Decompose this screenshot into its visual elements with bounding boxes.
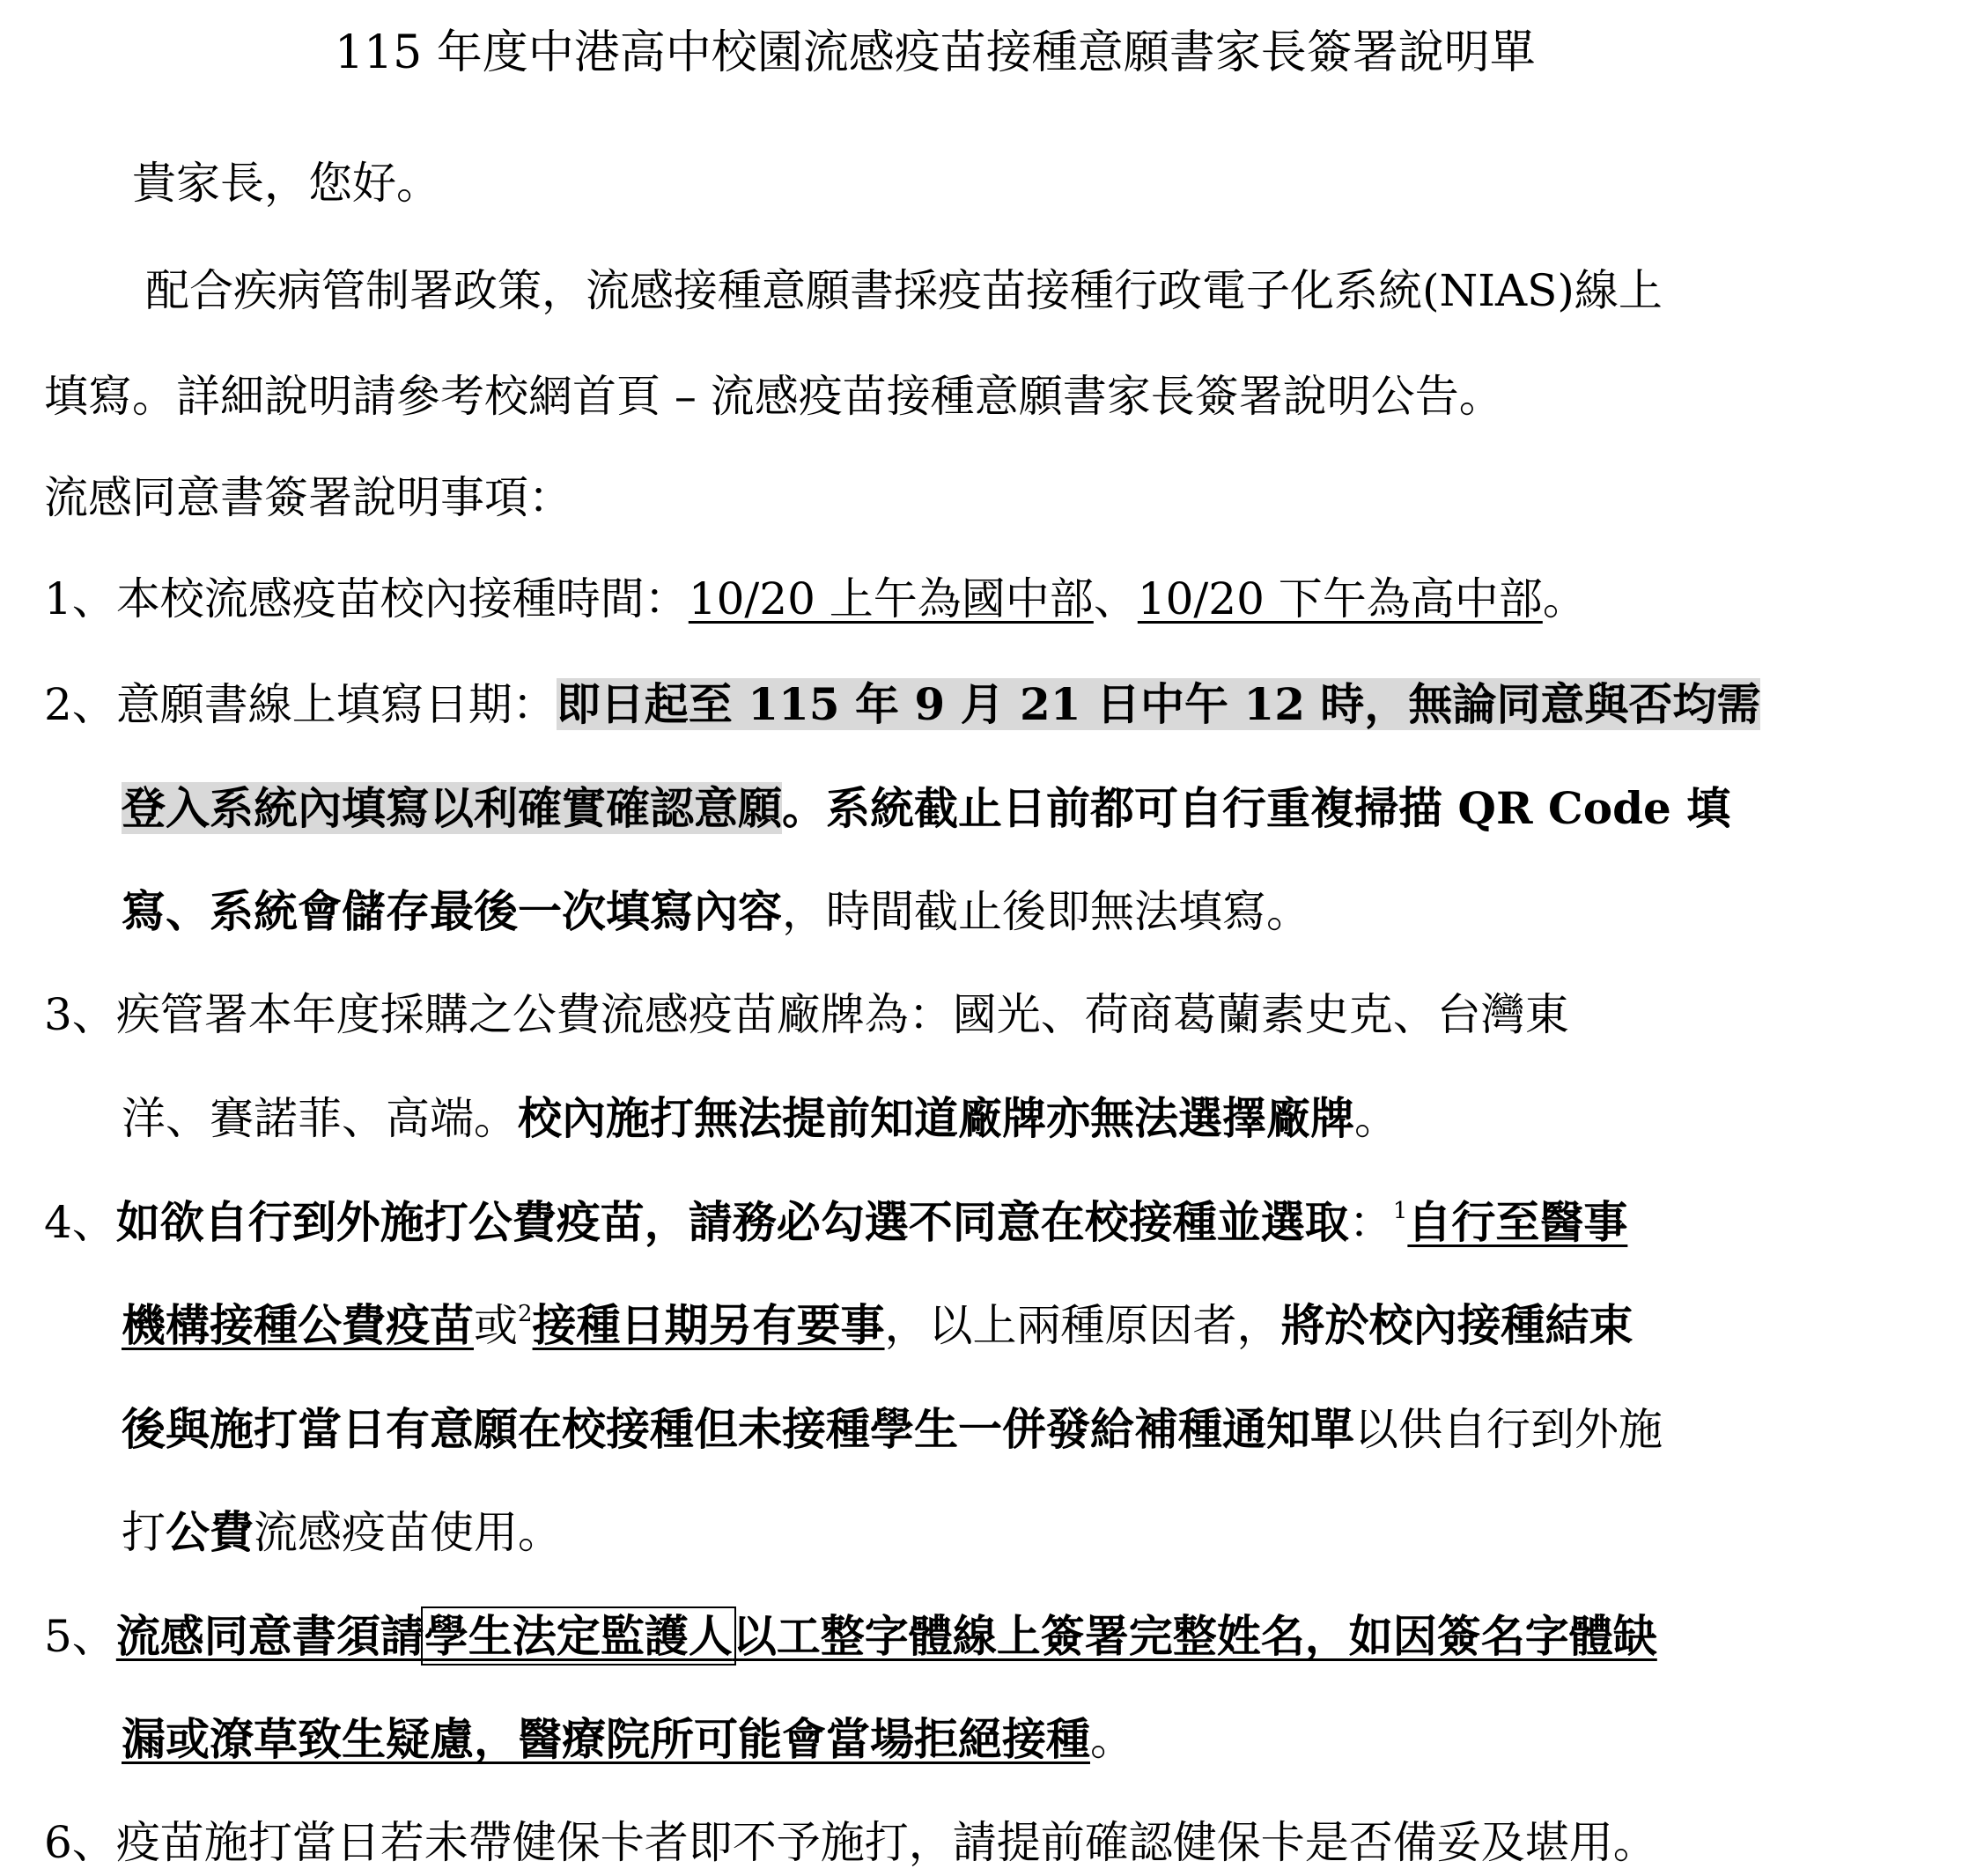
item-number: 5、 — [44, 1611, 116, 1662]
option-medical-institution: 自行至醫事 — [1407, 1196, 1628, 1248]
item-3-line-1 — [44, 988, 1569, 1041]
brand-notice-bold: 校內施打無法提前知道廠牌亦無法選擇廠牌 — [518, 1092, 1354, 1144]
item-text-bold-underlined: 流感同意書須請 — [115, 1610, 424, 1662]
item-4-line-3 — [122, 1403, 1663, 1456]
item-2-line-1 — [44, 678, 1760, 731]
footnote-marker: 2 — [518, 1301, 533, 1327]
legal-guardian-boxed: 學生法定監護人 — [424, 1610, 733, 1662]
item-text-bold: 如欲自行到外施打公費疫苗，請務必勾選不同意在校接種並選取 — [115, 1196, 1349, 1248]
item-text: 疫苗施打當日若未帶健保卡者即不予施打，請提前確認健保卡是否備妥及堪用。 — [115, 1817, 1657, 1868]
item-number: 6、 — [44, 1817, 116, 1868]
item-number: 3、 — [44, 989, 116, 1040]
item-text: 流感疫苗使用。 — [254, 1507, 562, 1558]
option-schedule-conflict: 接種日期另有要事 — [532, 1299, 885, 1351]
item-text: 。 — [1354, 1093, 1398, 1144]
item-5-line-1 — [44, 1610, 1657, 1663]
greeting: 貴家長，您好。 — [132, 158, 440, 209]
deadline-highlight: 即日起至 115 年 9 月 21 日中午 12 時 — [556, 678, 1365, 730]
item-text-bold: ，無論同意與否均需 — [1364, 678, 1761, 730]
item-text-bold-underlined: 漏或潦草致生疑慮，醫療院所可能會當場拒絕接種 — [122, 1713, 1090, 1765]
item-text: 疾管署本年度採購之公費流感疫苗廠牌為：國光、荷商葛蘭素史克、台灣東 — [115, 989, 1569, 1040]
item-text-bold: 將於校內接種結束 — [1280, 1299, 1633, 1351]
item-4-line-2 — [122, 1299, 1633, 1352]
item-6 — [44, 1816, 1657, 1869]
item-text: 以供自行到外施 — [1354, 1404, 1663, 1455]
item-text: 打 — [122, 1507, 166, 1558]
item-3-line-2 — [122, 1092, 1398, 1145]
item-text: 本校流感疫苗校內接種時間： — [115, 573, 689, 624]
item-text-bold: 公費 — [166, 1506, 254, 1558]
intro-line-2: 填寫。詳細說明請參考校網首頁 – 流感疫苗接種意願書家長簽署說明公告。 — [44, 371, 1503, 422]
item-1 — [44, 572, 1587, 625]
item-text: 意願書線上填寫日期： — [115, 679, 557, 730]
item-5-line-2 — [122, 1713, 1134, 1766]
item-number: 1、 — [44, 573, 116, 624]
option-medical-institution-cont: 機構接種公費疫苗 — [122, 1299, 474, 1351]
item-text-bold: 。系統截止日前都可自行重複掃描 QR Code 填 — [782, 782, 1731, 834]
footnote-marker: 1 — [1392, 1198, 1408, 1224]
document-title: 115 年度中港高中校園流感疫苗接種意願書家長簽署說明單 — [335, 26, 1536, 79]
intro-line-1: 配合疾病管制署政策，流感接種意願書採疫苗接種行政電子化系統(NIAS)線上 — [145, 265, 1663, 316]
item-number: 2、 — [44, 679, 116, 730]
item-2-line-2 — [122, 782, 1730, 835]
item-text: ： — [1348, 1197, 1393, 1248]
section-title: 流感同意書簽署說明事項： — [44, 472, 572, 523]
item-text: 。 — [1542, 573, 1587, 624]
item-text: 洋、賽諾菲、高端。 — [122, 1093, 518, 1144]
item-text: ，以上兩種原因者， — [884, 1300, 1281, 1351]
item-text: ，時間截止後即無法填寫。 — [782, 886, 1310, 937]
login-required-highlight: 登入系統內填寫以利確實確認意願 — [122, 782, 782, 834]
item-4-line-1 — [44, 1196, 1627, 1249]
item-text: 。 — [1090, 1714, 1134, 1765]
schedule-senior-high: 10/20 下午為高中部 — [1137, 573, 1543, 624]
item-text-bold: 寫、系統會儲存最後一次填寫內容 — [122, 885, 782, 937]
schedule-junior-high: 10/20 上午為國中部 — [688, 573, 1094, 624]
item-4-line-4 — [122, 1506, 562, 1559]
item-2-line-3 — [122, 885, 1310, 938]
item-text: 或 — [474, 1300, 518, 1351]
item-text: 、 — [1093, 573, 1138, 624]
item-text-bold-underlined: 以工整字體線上簽署完整姓名，如因簽名字體缺 — [732, 1610, 1657, 1662]
item-text-bold: 後與施打當日有意願在校接種但未接種學生一併發給補種通知單 — [122, 1403, 1354, 1455]
item-number: 4、 — [44, 1197, 116, 1248]
